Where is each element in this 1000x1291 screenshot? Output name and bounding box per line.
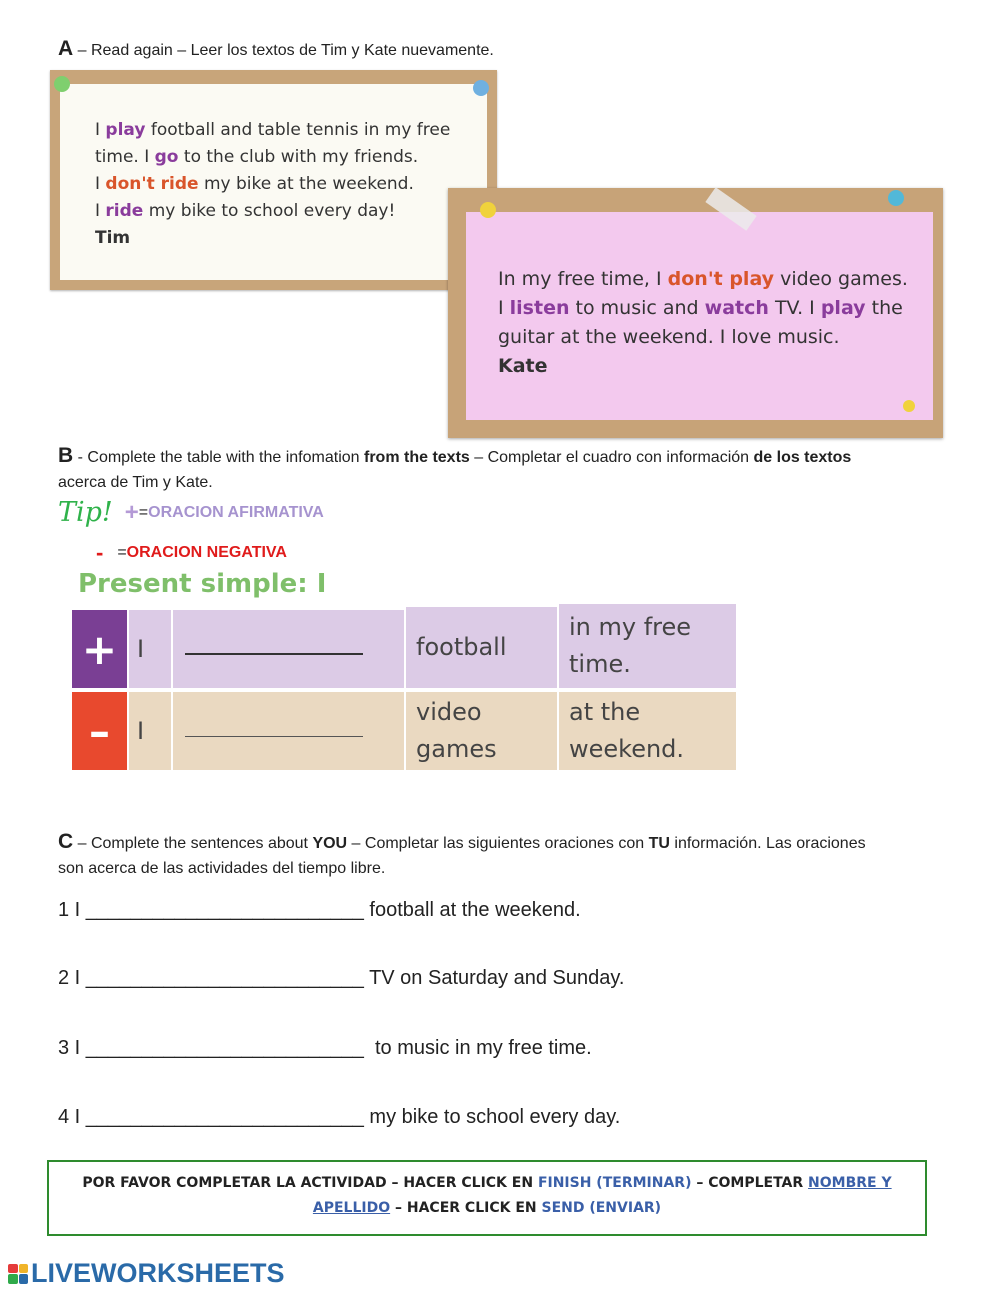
section-letter: C (58, 830, 74, 853)
subject-cell: I (129, 692, 171, 770)
plus-sign-cell: + (72, 610, 127, 688)
apellido-link: APELLIDO (312, 1200, 391, 1216)
tim-line-2: time. I go to the club with my friends. (95, 147, 419, 167)
send-link: SEND (ENVIAR) (541, 1200, 662, 1216)
tim-note-text (95, 117, 485, 252)
subject-cell: I (129, 610, 171, 688)
section-letter: B (58, 444, 74, 467)
plus-icon: + (124, 498, 139, 526)
tip-negative: - = ORACION NEGATIVA (96, 540, 287, 565)
answer-blank-2[interactable] (185, 726, 363, 737)
kate-name: Kate (498, 355, 548, 377)
sentence-1: 1 I _________________________ football at the weekend. (58, 899, 581, 921)
answer-blank[interactable]: _________________________ (85, 1037, 364, 1059)
finish-link: FINISH (TERMINAR) (537, 1175, 692, 1191)
tim-name: Tim (95, 228, 131, 248)
section-a-text: – Read again – Leer los textos de Tim y Kate nuevamente. (73, 42, 494, 59)
tim-line-4: I ride my bike to school every day! (95, 201, 396, 221)
tip-affirmative: Tip! + = ORACION AFIRMATIVA (58, 497, 324, 528)
sentence-4: 4 I _________________________ my bike to school every day. (58, 1106, 621, 1128)
time-cell: at the weekend. (559, 692, 736, 770)
logo-icon (8, 1264, 28, 1284)
present-simple-table (72, 604, 736, 770)
blank-cell[interactable] (173, 692, 404, 770)
answer-blank[interactable]: _________________________ (85, 967, 364, 989)
tip-word: Tip! (58, 497, 113, 528)
instructions-box: POR FAVOR COMPLETAR LA ACTIVIDAD – HACER CLICK EN FINISH (TERMINAR) – COMPLETAR NOMBRE Y APELLIDO – HACER CLICK EN SEND (ENVIAR) (47, 1160, 927, 1236)
kate-note (448, 188, 943, 438)
section-letter: A (58, 37, 74, 60)
section-a-heading (58, 36, 494, 63)
answer-blank-1[interactable] (185, 643, 363, 655)
minus-icon: - (96, 540, 104, 565)
pin-icon (480, 202, 496, 218)
object-cell: football (406, 607, 557, 688)
affirmative-label: ORACION AFIRMATIVA (148, 503, 324, 521)
liveworksheets-logo: LIVEWORKSHEETS (8, 1258, 285, 1289)
answer-blank[interactable]: _________________________ (85, 1106, 364, 1128)
pin-icon (888, 190, 904, 206)
answer-blank[interactable]: _________________________ (85, 899, 364, 921)
tim-line-1: I play football and table tennis in my free (95, 120, 451, 140)
tim-line-3: I don't ride my bike at the weekend. (95, 174, 414, 194)
kate-line-2: I listen to music and watch TV. I play the (498, 297, 903, 319)
section-c-heading: C – Complete the sentences about YOU – Completar las siguientes oraciones con TU información. Las oraciones son acerca de las actividades del tiempo libre. (58, 830, 866, 877)
kate-line-1: In my free time, I don't play video games. (498, 268, 908, 290)
object-cell: video games (406, 692, 557, 770)
pin-icon (54, 76, 70, 92)
minus-sign-cell: – (72, 692, 127, 770)
nombre-link: NOMBRE Y (808, 1175, 892, 1191)
section-b-heading: B - Complete the table with the infomation from the texts – Completar el cuadro con información de los textos acerca de Tim y Kate. (58, 444, 852, 491)
kate-line-3: guitar at the weekend. I love music. (498, 326, 840, 348)
blank-cell[interactable] (173, 610, 404, 688)
time-cell: in my free time. (559, 604, 736, 688)
sentence-2: 2 I _________________________ TV on Saturday and Sunday. (58, 967, 625, 989)
present-simple-title: Present simple: I (78, 569, 327, 599)
pin-icon (473, 80, 489, 96)
negative-label: ORACION NEGATIVA (126, 544, 287, 561)
pin-icon (903, 400, 915, 412)
tim-note (50, 70, 497, 290)
sentence-3: 3 I _________________________ to music in my free time. (58, 1037, 592, 1059)
kate-note-text (498, 265, 918, 381)
